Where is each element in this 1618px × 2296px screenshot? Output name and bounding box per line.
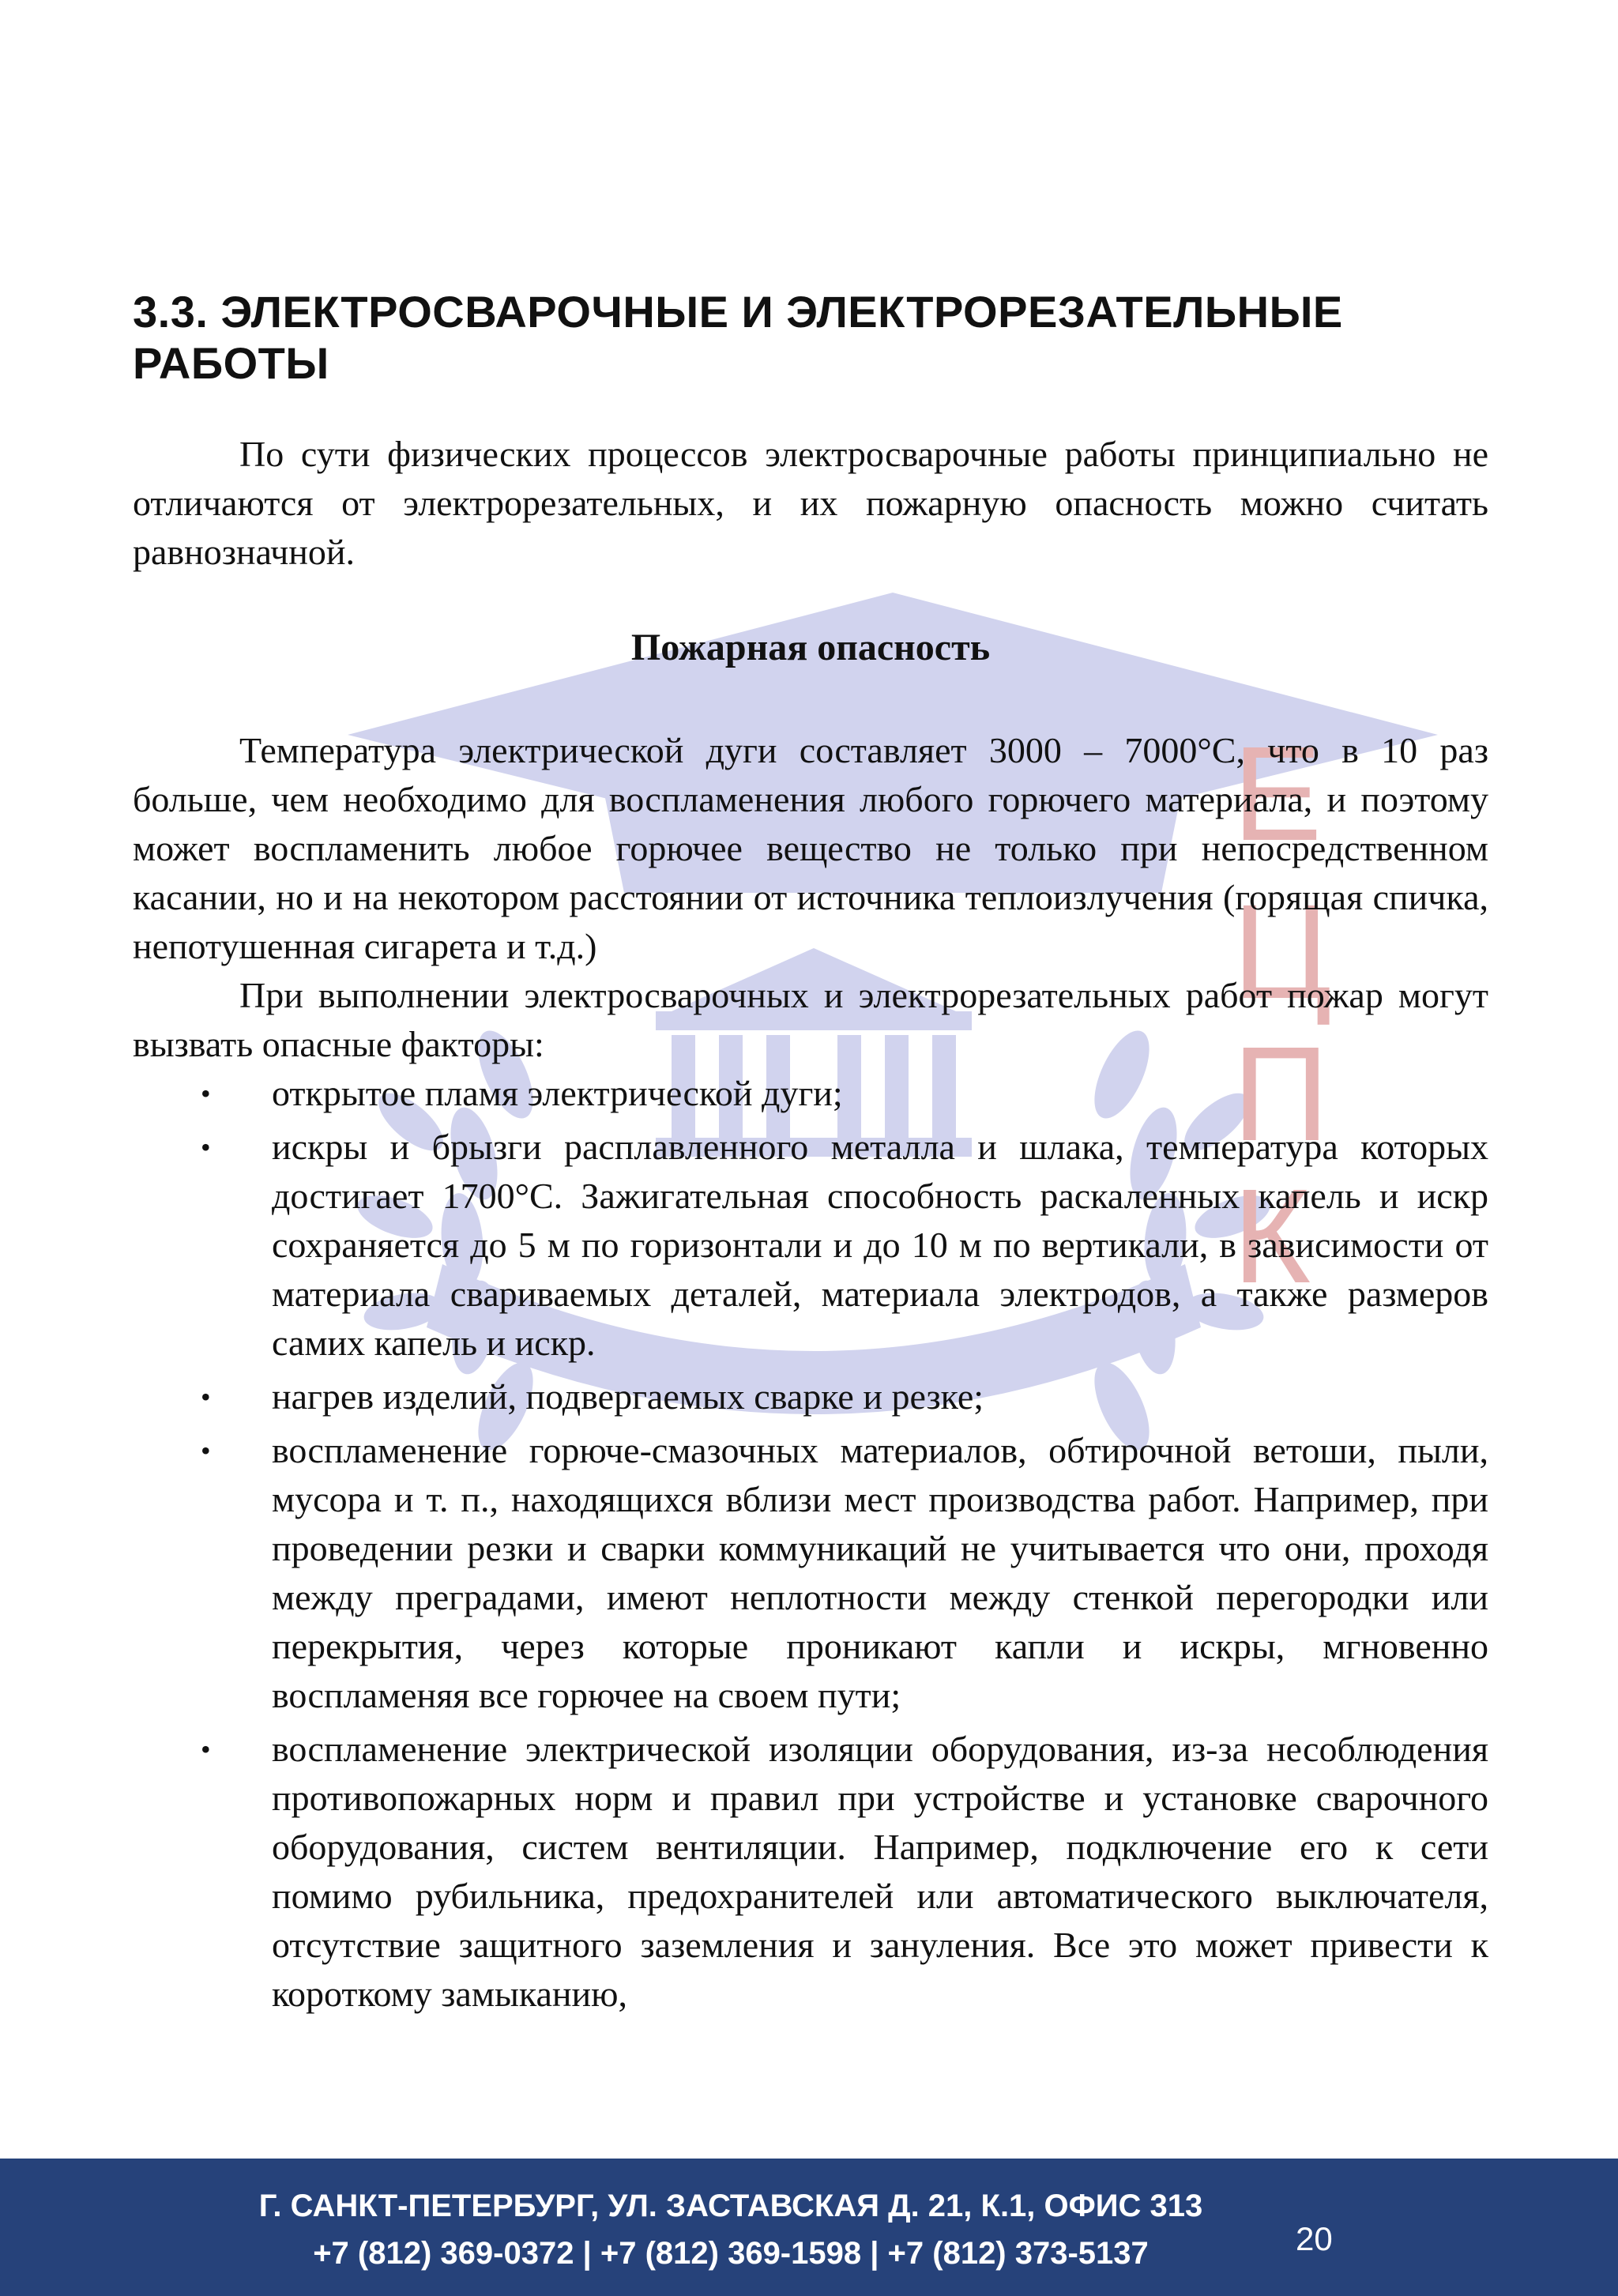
footer-phones: +7 (812) 369-0372 | +7 (812) 369-1598 | +7 (812) 373-5137 bbox=[313, 2236, 1149, 2271]
intro-paragraph: По сути физических процессов электросварочные работы принципиально не отличаются от электрорезательных, и их пожарную опасность можно считать равнозначной. bbox=[133, 434, 1488, 572]
bullet-icon: • bbox=[201, 1381, 211, 1413]
bullet-icon: • bbox=[201, 1435, 211, 1466]
page-content bbox=[133, 286, 1488, 2023]
temperature-paragraph: Температура электрической дуги составляет 3000 – 7000°С, что в 10 раз больше, чем необходимо для воспламенения любого горючего материала, и поэтому может воспламенить любое горючее вещество не только при непосредственном касании, но и на некотором расстоянии от источника теплоизлучения (горящая спичка, непотушенная сигарета и т.д.) bbox=[133, 730, 1488, 966]
factors-intro-paragraph: При выполнении электросварочных и электрорезательных работ пожар могут вызвать опасные факторы: bbox=[133, 975, 1488, 1064]
footer-bar bbox=[0, 2159, 1618, 2296]
list-item-text: открытое пламя электрической дуги; bbox=[272, 1073, 843, 1113]
list-item-text: нагрев изделий, подвергаемых сварке и резке; bbox=[272, 1376, 984, 1417]
list-item bbox=[133, 1372, 1488, 1421]
section-heading: 3.3. ЭЛЕКТРОСВАРОЧНЫЕ И ЭЛЕКТРОРЕЗАТЕЛЬНЫЕ РАБОТЫ bbox=[133, 287, 1343, 388]
list-item bbox=[133, 1123, 1488, 1368]
watermark-letter-ts: Ц bbox=[1232, 877, 1332, 1027]
list-item-text: искры и брызги расплавленного металла и шлака, температура которых достигает 1700°С. Зажигательная способность раскаленных капель и искр сохраняется до 5 м по горизонтали и до 10 м по вертикали, в зависимости от материала свариваемых деталей, материала электродов, а также размеров самих капель и искр. bbox=[272, 1127, 1488, 1363]
footer-contacts bbox=[0, 2182, 1462, 2277]
list-item-text: воспламенение горюче-смазочных материалов, обтирочной ветоши, пыли, мусора и т. п., находящихся вблизи мест производства работ. Например, при проведении резки и сварки коммуникаций не учитывается что они, проходя между преградами, имеют неплотности между стенкой перегородки или перекрытия, через которые проникают капли и искры, мгновенно воспламеняя все горючее на своем пути; bbox=[272, 1430, 1488, 1715]
watermark-letter-p: П bbox=[1232, 1019, 1330, 1169]
list-item bbox=[133, 1069, 1488, 1118]
list-item bbox=[133, 1725, 1488, 2019]
list-item-text: воспламенение электрической изоляции оборудования, из-за несоблюдения противопожарных норм и правил при устройстве и установке сварочного оборудования, систем вентиляции. Например, подключение его к сети помимо рубильника, предохранителей или автоматического выключателя, отсутствие защитного заземления и зануления. Все это может привести к короткому замыканию, bbox=[272, 1729, 1488, 2014]
footer-address: Г. САНКТ-ПЕТЕРБУРГ, УЛ. ЗАСТАВСКАЯ Д. 21, К.1, ОФИС 313 bbox=[258, 2189, 1203, 2223]
page-number: 20 bbox=[1296, 2220, 1333, 2257]
bullet-icon: • bbox=[201, 1733, 211, 1765]
watermark-letter-k: К bbox=[1232, 1161, 1311, 1312]
subsection-heading: Пожарная опасность bbox=[630, 627, 991, 668]
bullet-icon: • bbox=[201, 1078, 211, 1109]
list-item bbox=[133, 1426, 1488, 1720]
hazard-list bbox=[133, 1069, 1488, 2019]
watermark-letter-e: Е bbox=[1232, 719, 1323, 869]
bullet-icon: • bbox=[201, 1131, 211, 1163]
